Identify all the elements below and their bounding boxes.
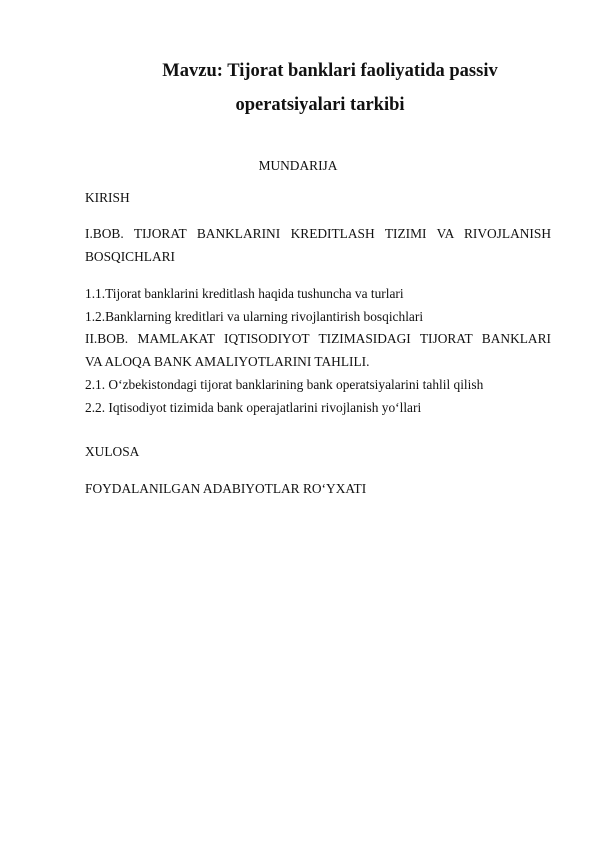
document-title-line-2: operatsiyalari tarkibi	[235, 95, 405, 115]
toc-entry-references: FOYDALANILGAN ADABIYOTLAR RO‘YXATI	[85, 481, 367, 496]
toc-entry-chapter1-line2: BOSQICHLARI	[85, 249, 176, 264]
toc-entry-section-2-2: 2.2. Iqtisodiyot tizimida bank operajatlarini rivojlanish yo‘llari	[85, 400, 422, 415]
toc-entry-section-1-1: 1.1.Tijorat banklarini kreditlash haqida tushuncha va turlari	[85, 286, 404, 301]
document-title-line-1: Mavzu: Tijorat banklari faoliyatida passiv	[162, 61, 498, 81]
toc-entry-section-2-1: 2.1. O‘zbekistondagi tijorat banklarining bank operatsiyalarini tahlil qilish	[85, 377, 484, 392]
toc-entry-intro: KIRISH	[85, 190, 130, 205]
toc-entry-conclusion: XULOSA	[85, 444, 140, 459]
toc-entry-section-1-2: 1.2.Banklarning kreditlari va ularning rivojlantirish bosqichlari	[85, 309, 424, 324]
toc-entry-chapter1-line1: I.BOB. TIJORAT BANKLARINI KREDITLASH TIZIMI VA RIVOJLANISH	[85, 226, 551, 241]
toc-entry-chapter2-line2: VA ALOQA BANK AMALIYOTLARINI TAHLILI.	[85, 354, 370, 369]
toc-entry-chapter2-line1: II.BOB. MAMLAKAT IQTISODIYOT TIZIMASIDAGI TIJORAT BANKLARI	[85, 331, 551, 346]
toc-heading: MUNDARIJA	[258, 158, 338, 173]
